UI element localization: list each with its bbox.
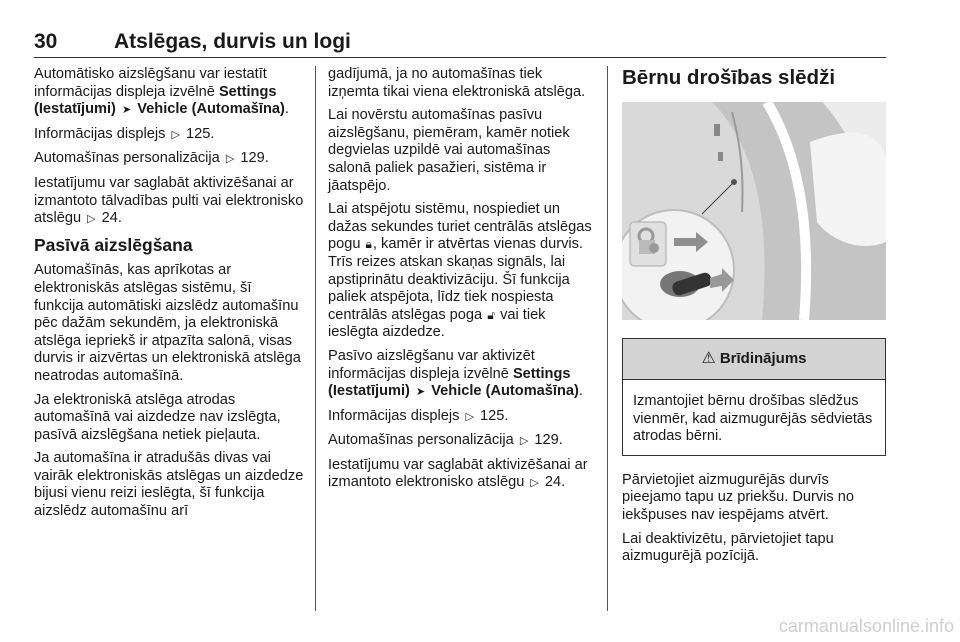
lock-icon: 🔒︎	[365, 237, 372, 252]
paragraph: Automātisko aizslēgšanu var iestatīt informācijas displeja izvēlnē Settings (Iestatījumi) ➤ Vehicle (Automašīna).	[34, 66, 289, 118]
page-number: 30	[34, 30, 58, 53]
paragraph: Iestatījumu var saglabāt aktivizēšanai ar izmantoto elektronisko atslēgu ▷ 24.	[328, 457, 596, 493]
paragraph: Pārvietojiet aizmugurējās durvīs pieejamo tapu uz priekšu. Durvis no iekšpuses nav iespējams atvērt.	[622, 471, 854, 523]
child-lock-illustration	[622, 102, 886, 320]
page-ref-link[interactable]: 24.	[544, 474, 566, 491]
column-divider-1	[315, 66, 316, 611]
menu-settings: Settings (Iestatījumi)	[328, 365, 571, 400]
warning-title: Brīdinājums	[719, 350, 807, 368]
paragraph: Automašīnas personalizācija ▷ 129.	[34, 150, 304, 169]
paragraph: Automašīnās, kas aprīkotas ar elektroniskās atslēgas sistēmu, šī funkcija automātiski aizslēdz automašīnu pēc dažām sekundēm, ja elektroniskā atslēga iepriekš ir atpazīta salonā, visas durvis ir aizvērtas un elektroniskā atslēga neatrodas automašīnā.	[34, 262, 301, 384]
chapter-title: Atslēgas, durvis un logi	[114, 30, 351, 53]
warning-box	[622, 338, 886, 456]
menu-vehicle: Vehicle (Automašīna)	[137, 101, 285, 118]
page-reference-icon	[169, 126, 181, 142]
menu-arrow-icon: ➤	[415, 386, 426, 399]
warning-body	[623, 380, 885, 455]
paragraph: Informācijas displejs ▷ 125.	[328, 408, 596, 427]
warning-header	[623, 339, 885, 380]
paragraph: Lai novērstu automašīnas pasīvu aizslēgšanu, piemēram, kamēr notiek degvielas uzpildē vai automašīnas salonā paliek pasažieri, sistēma ir jāatspējo.	[328, 107, 570, 194]
column-middle	[328, 66, 596, 499]
section-heading: Bērnu drošības slēdži	[622, 66, 836, 89]
section-heading: Pasīvā aizslēgšana	[34, 234, 193, 255]
watermark: carmanualsonline.info	[778, 616, 954, 636]
page-reference-icon	[463, 408, 475, 424]
paragraph: gadījumā, ja no automašīnas tiek izņemta tikai viena elektroniskā atslēga.	[328, 66, 586, 100]
paragraph: Informācijas displejs ▷ 125.	[34, 126, 304, 145]
menu-settings: Settings (Iestatījumi)	[34, 83, 277, 118]
page-ref-link[interactable]: 125.	[186, 125, 215, 142]
column-divider-2	[607, 66, 608, 611]
page-header	[34, 30, 886, 52]
page-ref-link[interactable]: 24.	[101, 210, 122, 227]
paragraph: Ja elektroniskā atslēga atrodas automašīnā vai aizdedze nav izslēgta, pasīvā aizslēgšana netiek pieļauta.	[34, 391, 281, 443]
warning-triangle-icon: ⚠︎	[701, 350, 716, 368]
page-reference-icon	[224, 150, 236, 166]
paragraph: Ja automašīna ir atradušās divas vai vairāk elektroniskās atslēgas un aizdedze bijusi vienu reizi ieslēgta, šī funkcija aizslēdz automašīnu arī	[34, 450, 304, 520]
door-illustration	[622, 102, 886, 320]
menu-vehicle: Vehicle (Automašīna)	[431, 383, 579, 400]
column-right	[622, 66, 886, 572]
column-left	[34, 66, 304, 527]
menu-arrow-icon: ➤	[121, 104, 132, 117]
page-ref-link[interactable]: 129.	[534, 432, 563, 449]
paragraph: Lai deaktivizētu, pārvietojiet tapu aizmugurējā pozīcijā.	[622, 530, 834, 565]
page-reference-icon	[85, 210, 97, 226]
warning-text: Izmantojiet bērnu drošības slēdžus vienmēr, kad aizmugurējās sēdvietās atrodas bērni.	[633, 393, 873, 445]
page-reference-icon	[528, 474, 540, 490]
page-ref-link[interactable]: 129.	[240, 150, 269, 167]
paragraph: Iestatījumu var saglabāt aktivizēšanai ar izmantoto tālvadības pulti vai elektronisko atslēgu ▷ 24.	[34, 175, 304, 229]
paragraph: Lai atspējotu sistēmu, nospiediet un dažas sekundes turiet centrālās atslēgas pogu 🔒︎, kamēr ir atvērtas vienas durvis. Trīs reizes atskan skaņas signāls, lai apstiprinātu deaktivizāciju. Šī funkcija paliek atspējota, līdz tiek nospiesta centrālās atslēgas poga 🔓︎ vai tiek ieslēgta aizdedze.	[328, 201, 592, 341]
paragraph: Pasīvo aizslēgšanu var aktivizēt informācijas displeja izvēlnē Settings (Iestatījumi) ➤ Vehicle (Automašīna).	[328, 347, 583, 400]
page-reference-icon	[518, 432, 530, 448]
unlock-icon: 🔓︎	[487, 307, 495, 322]
header-divider	[34, 57, 886, 58]
page-ref-link[interactable]: 125.	[480, 407, 509, 424]
paragraph: Automašīnas personalizācija ▷ 129.	[328, 432, 596, 451]
